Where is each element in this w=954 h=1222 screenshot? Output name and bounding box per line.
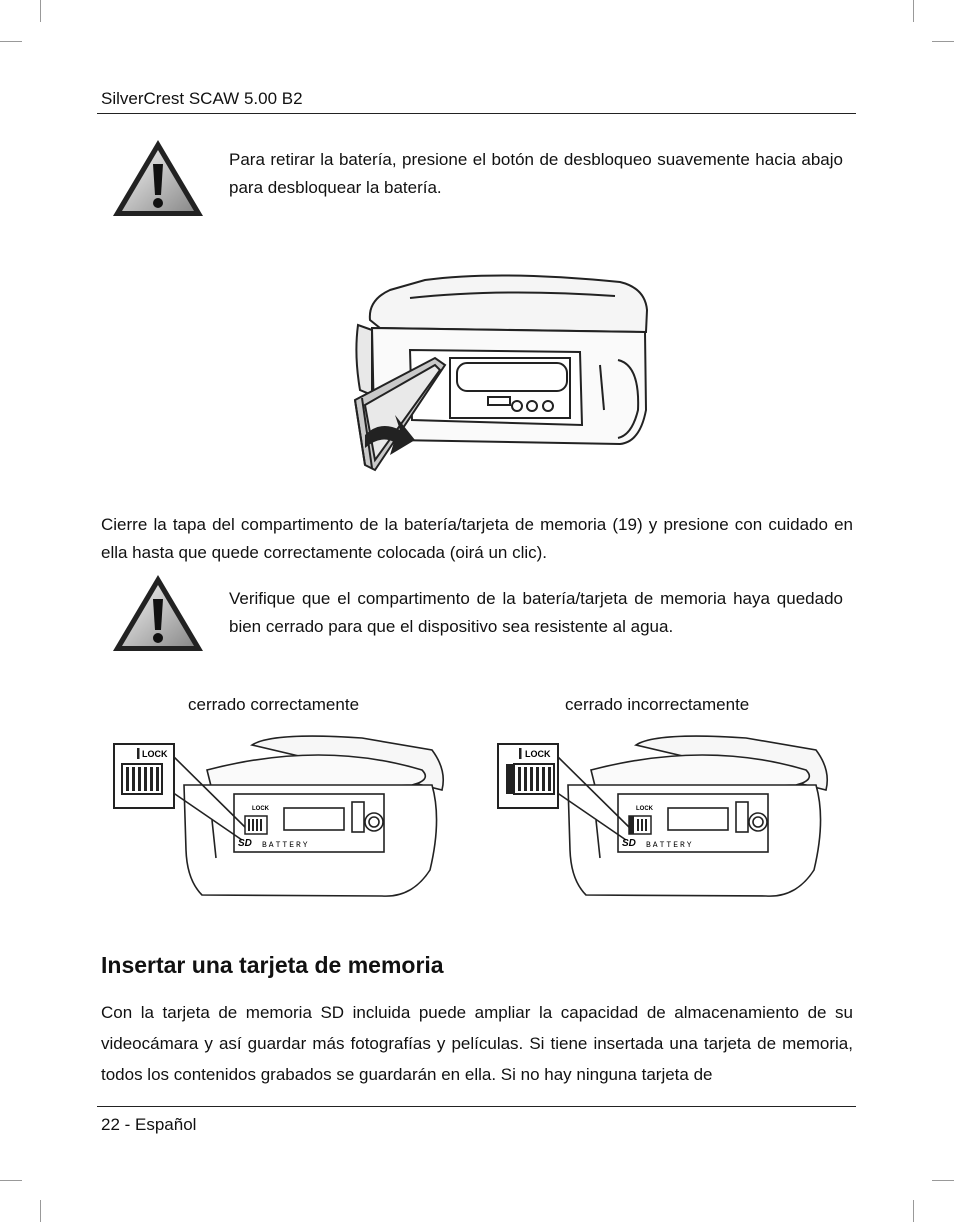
lock-label: LOCK [142,749,168,759]
small-lock-label: LOCK [252,806,269,812]
sd-label: SD [622,838,636,849]
caption-closed-correctly: cerrado correctamente [188,695,360,714]
section-body: Con la tarjeta de memoria SD incluida puede ampliar la capacidad de almacenamiento de su videocámara y así guardar más fotografías y películas. Si tiene insertada una tarjeta de memoria, todos los contenidos grabados se guardarán en ella. Si no hay ninguna tarjeta de [101,1003,853,1084]
lock-closed-incorrectly-illustration [496,730,831,898]
sd-label: SD [238,838,252,849]
lock-closed-correctly-illustration [112,730,447,898]
crop-mark [0,1180,22,1181]
footer-rule [97,1106,856,1107]
crop-mark [0,41,22,42]
warning-icon [110,137,206,219]
section-heading: Insertar una tarjeta de memoria [101,952,444,978]
page-number: 22 - Español [101,1115,197,1134]
battery-label: BATTERY [262,841,310,850]
warning-text-1: Para retirar la batería, presione el botón de desbloqueo suavemente hacia abajo para desbloquear la batería. [229,150,843,197]
instruction-paragraph: Cierre la tapa del compartimento de la batería/tarjeta de memoria (19) y presione con cuidado en ella hasta que quede correctamente colocada (oirá un clic). [101,515,853,562]
crop-mark [40,0,41,22]
crop-mark [932,41,954,42]
lock-label: LOCK [525,749,551,759]
battery-label: BATTERY [646,841,694,850]
header-rule [97,113,856,114]
crop-mark [913,0,914,22]
warning-icon [110,572,206,654]
caption-closed-incorrectly: cerrado incorrectamente [565,695,750,714]
crop-mark [40,1200,41,1222]
document-header: SilverCrest SCAW 5.00 B2 [101,89,303,108]
warning-text-2: Verifique que el compartimento de la batería/tarjeta de memoria haya quedado bien cerrado para que el dispositivo sea resistente al agua. [229,589,843,636]
crop-mark [932,1180,954,1181]
small-lock-label: LOCK [636,806,653,812]
crop-mark [913,1200,914,1222]
camera-battery-removal-illustration [350,270,650,475]
